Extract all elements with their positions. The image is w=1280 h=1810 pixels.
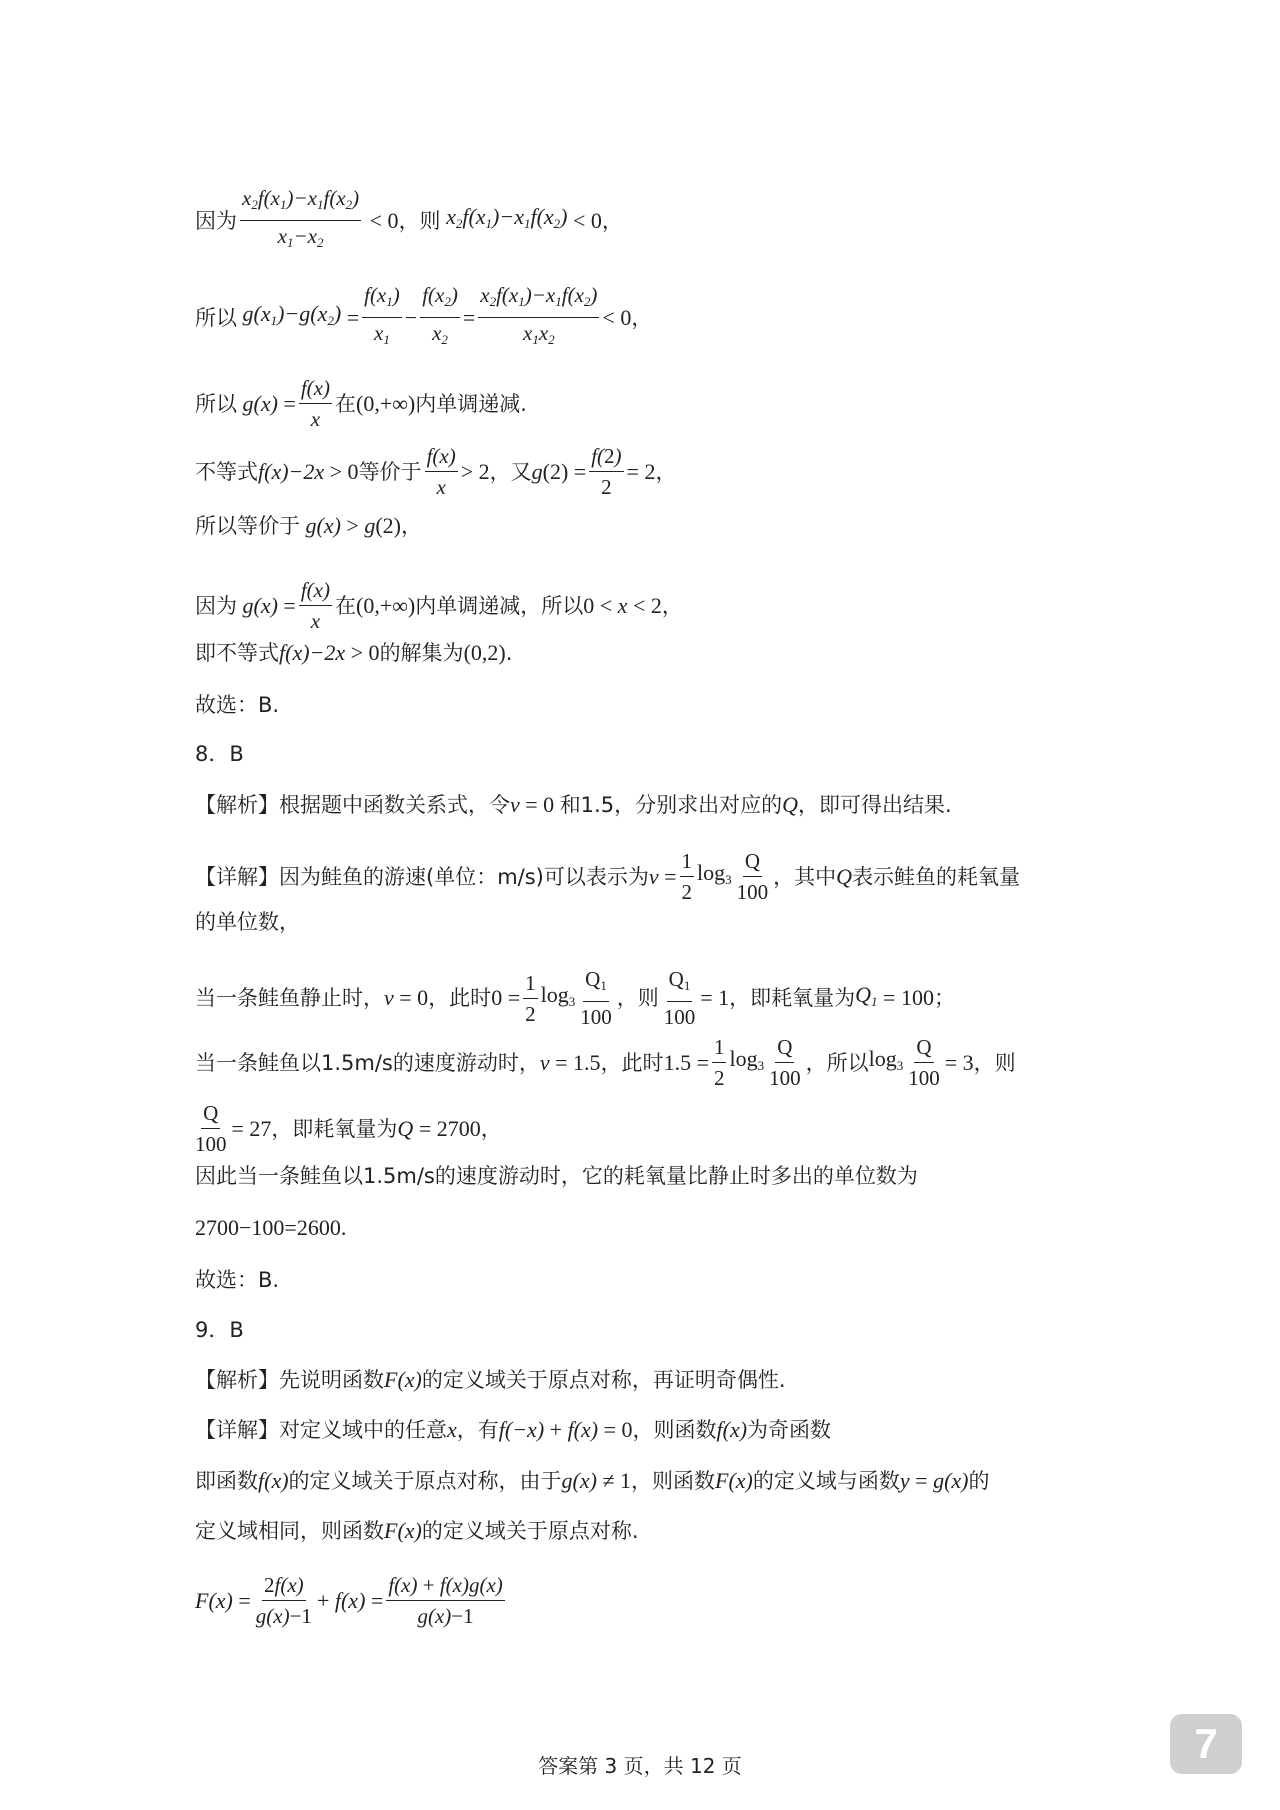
line-1: 因为 $\frac{x_2f(x_1)-x_1f(x_2)}{x_1-x_2}$ < 0 ，则 $x_2f(x_1)-x_1f(x_2)$ < 0 ， <box>195 185 623 256</box>
page-number-badge: 7 <box>1170 1714 1242 1774</box>
line-2: 所以 $g(x_1)-g(x_2)$ = $\frac{f(x_1)}{x_1}$ − $\frac{f(x_2)}{x_2}$ = $\frac{x_2f(x_1)-x_1f(x_2)}{x_1x_2}$ < 0 ， <box>195 282 652 353</box>
line-18: 故选：B. <box>195 1268 280 1292</box>
fraction: $\frac{2f(x)}{g(x)-1}$ <box>255 1573 312 1628</box>
line-22: 即函数 f(x) 的定义域关于原点对称，由于 g(x) ≠ 1 ，则函数 F(x) 的定义域与函数 y = g(x) 的 <box>195 1468 990 1493</box>
fraction: $\frac{x_2f(x_1)-x_1f(x_2)}{x_1-x_2}$ <box>242 186 360 250</box>
page-footer: 答案第 3 页，共 12 页 <box>538 1754 742 1778</box>
fraction: $\frac{f(x)}{x}$ <box>426 444 456 499</box>
line-15: $\frac{Q}{100}$ = 27 ，即耗氧量为 Q = 2700 ， <box>195 1101 502 1156</box>
fraction: $\frac{Q}{100}$ <box>908 1035 940 1090</box>
fraction: $\frac{f(x)}{x}$ <box>300 578 330 633</box>
fraction: $\frac{Q_1}{100}$ <box>663 967 696 1029</box>
line-9: 8．B <box>195 742 244 766</box>
fraction: $\frac{f(x_1)}{x_1}$ <box>364 283 400 347</box>
fraction: $\frac{1}{2}$ <box>681 849 693 904</box>
line-12: 的单位数， <box>195 910 300 934</box>
fraction: $\frac{f(2)}{2}$ <box>591 444 622 499</box>
line-14: 当一条鲑鱼以1.5m/s的速度游动时， v = 1.5 ，此时 1.5 = $\frac{1}{2}$ $\log_3$ $\frac{Q}{100}$ ，所以 $\log_3$ $\frac{Q}{100}$ = 3 ，则 <box>195 1035 1016 1090</box>
fraction: $\frac{Q}{100}$ <box>769 1035 801 1090</box>
line-21: 【详解】对定义域中的任意 x ，有 f(−x) + f(x) = 0 ，则函数 f(x) 为奇函数 <box>195 1417 832 1442</box>
line-10: 【解析】根据题中函数关系式，令 v = 0 和1.5，分别求出对应的 Q ，即可得出结果. <box>195 792 952 817</box>
fraction: $\frac{f(x)}{x}$ <box>300 376 330 431</box>
line-20: 【解析】先说明函数 F(x) 的定义域关于原点对称，再证明奇偶性. <box>195 1367 786 1392</box>
formula-F: F(x) = $\frac{2f(x)}{g(x)-1}$ + f(x) = $\frac{f(x) + f(x)g(x)}{g(x)-1}$ <box>195 1573 503 1628</box>
line-23: 定义域相同，则函数 F(x) 的定义域关于原点对称. <box>195 1518 639 1543</box>
fraction: $\frac{f(x) + f(x)g(x)}{g(x)-1}$ <box>388 1573 503 1628</box>
line-7: 即不等式 f(x)−2x > 0 的解集为 (0,2) . <box>195 640 513 665</box>
line-19: 9．B <box>195 1318 244 1342</box>
line-11: 【详解】因为鲑鱼的游速(单位：m/s)可以表示为 v = $\frac{1}{2}$ $\log_3$ $\frac{Q}{100}$ ，其中 Q 表示鲑鱼的耗氧量 <box>195 849 1021 904</box>
fraction: $\frac{1}{2}$ <box>713 1035 725 1090</box>
fraction: $\frac{Q}{100}$ <box>195 1101 227 1156</box>
line-13: 当一条鲑鱼静止时， v = 0 ，此时 0 = $\frac{1}{2}$ $\log_3$ $\frac{Q_1}{100}$ ，则 $\frac{Q_1}{100}$ = 1 ，即耗氧量为 $Q_1$ = 100 ； <box>195 967 955 1029</box>
line-16: 因此当一条鲑鱼以1.5m/s的速度游动时，它的耗氧量比静止时多出的单位数为 <box>195 1164 918 1188</box>
line-8: 故选：B. <box>195 693 280 717</box>
fraction: $\frac{Q}{100}$ <box>736 849 769 904</box>
line-4: 不等式 f(x)−2x > 0 等价于 $\frac{f(x)}{x}$ > 2 ，又 g (2) = $\frac{f(2)}{2}$ = 2 ， <box>195 444 677 499</box>
line-3: 所以 g(x) = $\frac{f(x)}{x}$ 在 (0,+∞) 内单调递减. <box>195 376 527 431</box>
line-6: 因为 g(x) = $\frac{f(x)}{x}$ 在 (0,+∞) 内单调递减，所以 0 < x < 2 ， <box>195 578 683 633</box>
fraction: $\frac{Q_1}{100}$ <box>580 967 612 1029</box>
line-17: 2700−100=2600. <box>195 1215 347 1240</box>
line-5: 所以等价于 g(x) > g (2) ， <box>195 513 422 538</box>
fraction: $\frac{1}{2}$ <box>525 970 536 1026</box>
fraction: $\frac{f(x_2)}{x_2}$ <box>422 283 458 347</box>
fraction: $\frac{x_2f(x_1)-x_1f(x_2)}{x_1x_2}$ <box>480 283 598 347</box>
